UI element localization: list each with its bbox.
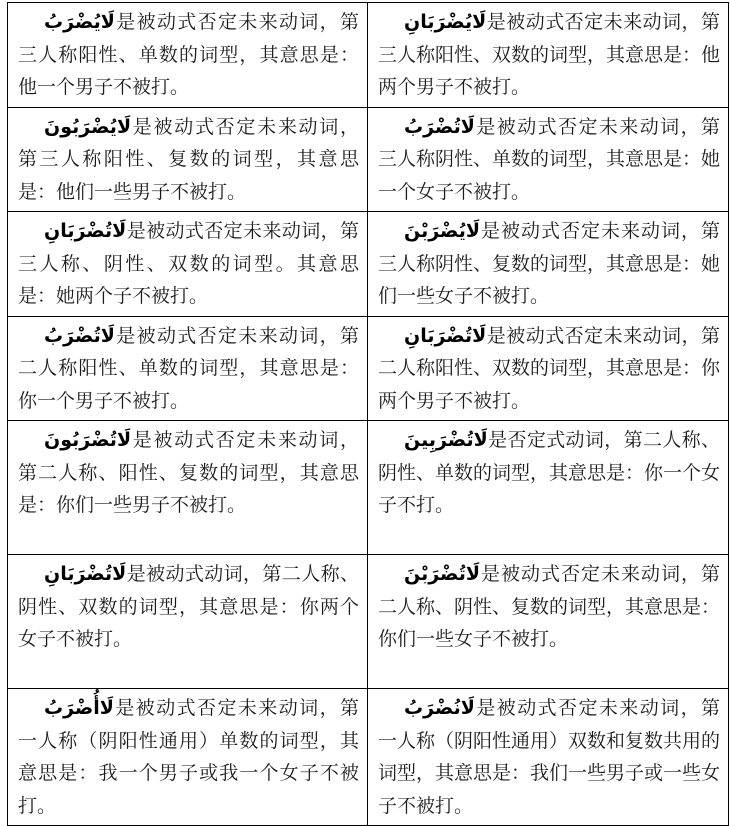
- arabic-verb: لَانُضْرَبُ: [404, 697, 475, 719]
- table-cell: [8, 689, 368, 826]
- arabic-verb: لَاتُضْرَبَانِ: [404, 324, 487, 347]
- cell-description: 是被动式否定未来动词，第二人称阳性、单数的词型，其意思是：你一个男子不被打。: [18, 324, 359, 412]
- table-cell: [8, 555, 368, 689]
- cell-description: 是被动式否定未来动词，第二人称、阴性、复数的词型，其意思是：你们一些女子不被打。: [378, 563, 721, 650]
- table-cell: [368, 689, 729, 826]
- cell-description: 是被动式否定未来动词，第三人称阴性、复数的词型，其意思是：她们一些女子不被打。: [378, 220, 721, 307]
- table-cell: [8, 421, 368, 555]
- arabic-verb: لَاتُضْرَبُ: [44, 324, 115, 347]
- table-cell: [368, 421, 729, 555]
- table-cell: [368, 107, 729, 212]
- table-row: [8, 212, 729, 317]
- table-row: [8, 421, 729, 555]
- cell-description: 是被动式否定未来动词，第二人称、阳性、复数的词型，其意思是：你们一些男子不被打。: [18, 429, 359, 516]
- table-cell: [8, 107, 368, 212]
- table-row: [8, 555, 729, 689]
- arabic-verb: لَاتُضْرَبُونَ: [44, 429, 132, 451]
- cell-description: 是被动式否定未来动词，第三人称阳性、复数的词型，其意思是：他们一些男子不被打。: [18, 115, 359, 203]
- table-cell: [368, 3, 729, 108]
- arabic-verb: لَايُضْرَبُ: [44, 11, 115, 33]
- cell-description: 是被动式否定未来动词，第一人称（阴阳性通用）单数的词型，其意思是：我一个男子或我一个女子不被打。: [18, 697, 359, 817]
- table-cell: [8, 3, 368, 108]
- table-cell: [8, 212, 368, 317]
- arabic-verb: لَاتُضْرَبْنَ: [404, 563, 481, 585]
- arabic-verb: لَاتُضْرَبِينَ: [404, 429, 488, 451]
- arabic-verb: لَاتُضْرَبُ: [404, 115, 475, 138]
- cell-description: 是否定式动词，第二人称、阴性、单数的词型，其意思是：你一个女子不打。: [378, 429, 721, 516]
- arabic-verb: لَاتُضْرَبَانِ: [44, 220, 127, 242]
- table-cell: [368, 316, 729, 421]
- cell-description: 是被动式否定未来动词，第三人称阳性、双数的词型，其意思是：他两个男子不被打。: [378, 11, 721, 98]
- verb-conjugation-table: [7, 2, 729, 826]
- table-row: [8, 689, 729, 826]
- table-cell: [8, 316, 368, 421]
- cell-description: 是被动式否定未来动词，第三人称阳性、单数的词型，其意思是：他一个男子不被打。: [18, 11, 359, 98]
- arabic-verb: لَايُضْرَبَانِ: [404, 11, 487, 33]
- cell-description: 是被动式动词，第二人称、阴性、双数的词型，其意思是：你两个女子不被打。: [18, 563, 359, 650]
- cell-description: 是被动式否定未来动词，第三人称阴性、单数的词型，其意思是：她一个女子不被打。: [378, 115, 721, 203]
- table-row: [8, 316, 729, 421]
- cell-description: 是被动式否定未来动词，第一人称（阴阳性通用）双数和复数共用的词型，其意思是：我们一些男子或一些女子不被打。: [378, 697, 721, 817]
- arabic-verb: لَايُضْرَبْنَ: [404, 220, 481, 242]
- cell-description: 是被动式否定未来动词，第三人称、阴性、双数的词型。其意思是：她两个子不被打。: [18, 220, 359, 307]
- cell-description: 是被动式否定未来动词，第二人称阳性、双数的词型，其意思是：你两个男子不被打。: [378, 324, 721, 412]
- arabic-verb: لَاأُضْرَبُ: [44, 697, 114, 719]
- table-row: [8, 107, 729, 212]
- table-row: [8, 3, 729, 108]
- arabic-verb: لَاتُضْرَبَانِ: [44, 563, 127, 585]
- table-cell: [368, 555, 729, 689]
- arabic-verb: لَايُضْرَبُونَ: [44, 115, 132, 138]
- table-cell: [368, 212, 729, 317]
